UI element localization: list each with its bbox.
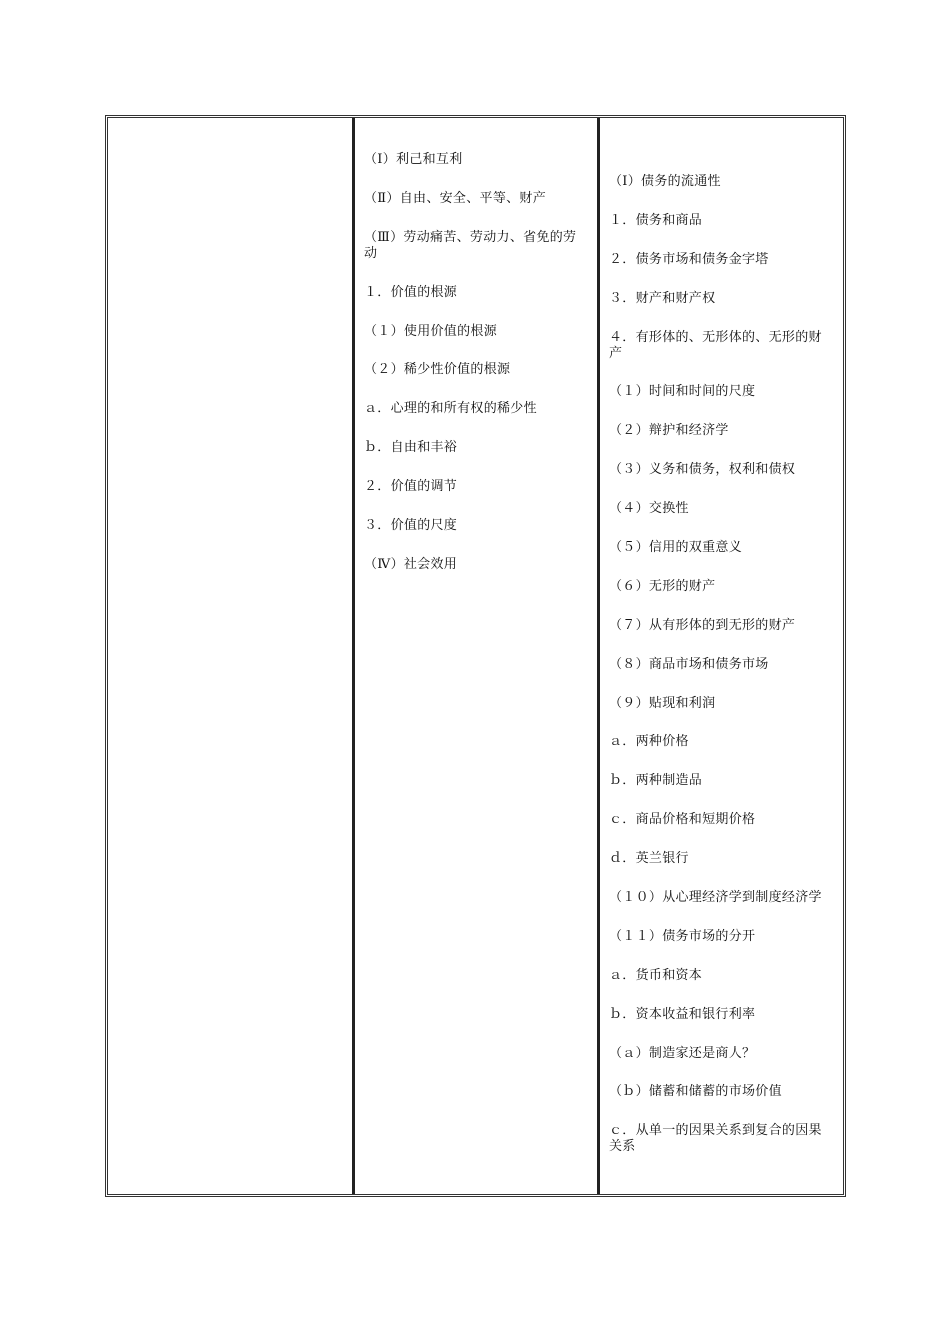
outline-item: （４）交换性	[609, 501, 689, 517]
outline-item: （１１）债务市场的分开	[609, 928, 756, 944]
outline-item: ｂ．两种制造品	[609, 773, 703, 789]
outline-item: ｃ．从单一的因果关系到复合的因果关系	[609, 1123, 822, 1155]
outline-item: （Ⅲ）劳动痛苦、劳动力、省免的劳动	[364, 229, 577, 261]
outline-item: ２．债务市场和债务金字塔	[609, 251, 769, 267]
outline-item: （ｂ）储蓄和储蓄的市场价值	[609, 1084, 782, 1100]
outline-item: ｂ．自由和丰裕	[364, 440, 458, 456]
outline-item: （３）义务和债务，权利和债权	[609, 462, 796, 478]
outline-item: （９）贴现和利润	[609, 695, 716, 711]
table-column-3	[600, 118, 843, 1194]
outline-item: ｂ．资本收益和银行利率	[609, 1006, 756, 1022]
outline-item: （Ⅰ）债务的流通性	[609, 174, 721, 189]
outline-item: （８）商品市场和债务市场	[609, 656, 769, 672]
outline-item: ａ．货币和资本	[609, 967, 703, 983]
outline-item: ３．财产和财产权	[609, 290, 716, 306]
outline-item: （１）时间和时间的尺度	[609, 384, 756, 400]
outline-item: （２）辩护和经济学	[609, 423, 729, 439]
outline-item: （２）稀少性价值的根源	[364, 362, 511, 378]
outline-item: （７）从有形体的到无形的财产	[609, 617, 796, 633]
outline-item: （Ⅰ）利己和互利	[364, 152, 463, 167]
outline-table	[105, 115, 846, 1197]
outline-item: １．价值的根源	[364, 284, 458, 300]
outline-item: ３．价值的尺度	[364, 518, 458, 534]
outline-item: （６）无形的财产	[609, 578, 716, 594]
outline-item: （５）信用的双重意义	[609, 540, 743, 556]
outline-item: （ａ）制造家还是商人？	[609, 1045, 756, 1061]
outline-item: （１０）从心理经济学到制度经济学	[609, 890, 822, 906]
outline-item: ａ．心理的和所有权的稀少性	[364, 401, 537, 417]
outline-item: （Ⅳ）社会效用	[364, 556, 458, 572]
outline-item: ｃ．商品价格和短期价格	[609, 812, 756, 828]
outline-item: （Ⅱ）自由、安全、平等、财产	[364, 190, 547, 206]
outline-item: （１）使用价值的根源	[364, 323, 498, 339]
outline-item: ４．有形体的、无形体的、无形的财产	[609, 329, 822, 361]
outline-item: ２．价值的调节	[364, 479, 458, 495]
outline-item: １．债务和商品	[609, 212, 703, 228]
outline-item: ｄ．英兰银行	[609, 851, 689, 867]
table-column-empty	[108, 118, 355, 1194]
outline-item: ａ．两种价格	[609, 734, 689, 750]
table-column-2	[355, 118, 600, 1194]
